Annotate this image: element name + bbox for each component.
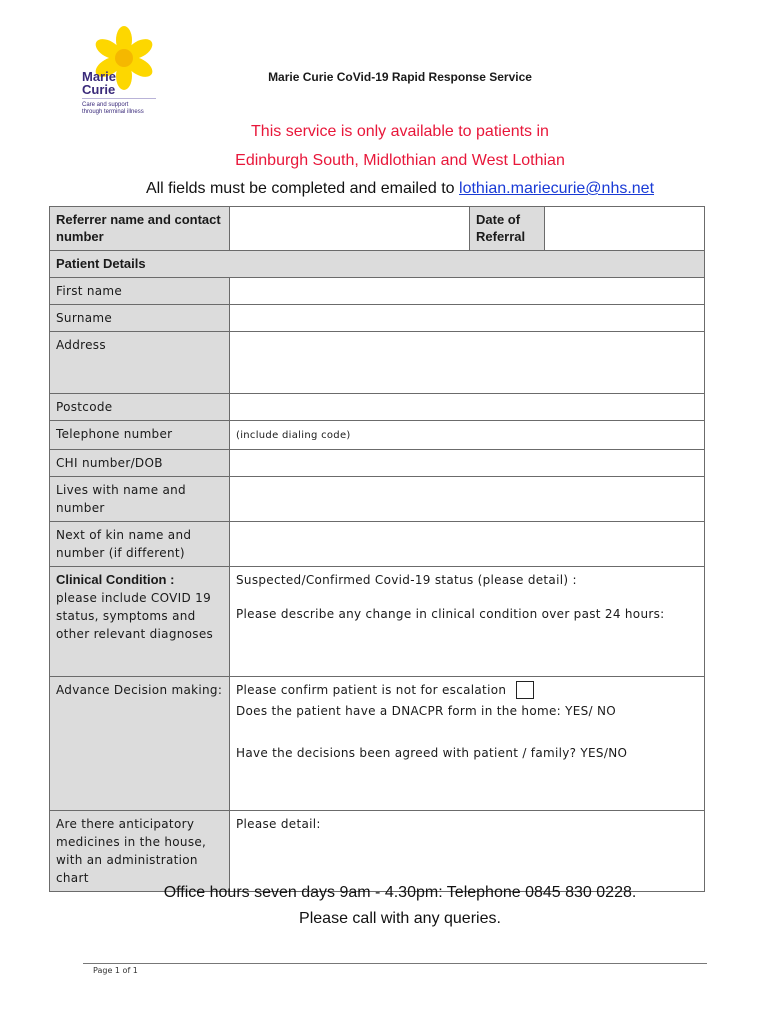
logo-divider (82, 98, 156, 99)
postcode-field[interactable] (230, 394, 705, 421)
anticipatory-detail-prompt: Please detail: (236, 817, 321, 831)
anticipatory-medicines-label: Are there anticipatory medicines in the house, with an administration chart (50, 811, 230, 892)
telephone-field[interactable] (230, 421, 705, 450)
clinical-condition-cell (50, 567, 230, 677)
advance-decision-field (230, 677, 705, 811)
lives-with-field[interactable] (230, 477, 705, 522)
brand-name: Marie Curie (82, 69, 116, 97)
postcode-label: Postcode (50, 394, 230, 421)
submission-instructions (0, 180, 770, 198)
covid-status-prompt: Suspected/Confirmed Covid-19 status (please detail) : (236, 573, 577, 587)
telephone-hint: (include dialing code) (236, 430, 351, 441)
service-area-notice-line2: Edinburgh South, Midlothian and West Lothian (235, 152, 565, 169)
chi-dob-field[interactable] (230, 450, 705, 477)
next-of-kin-field[interactable] (230, 522, 705, 567)
escalation-row (236, 681, 698, 700)
instructions-text: All fields must be completed and emailed to (145, 180, 460, 197)
footer-divider (83, 963, 707, 964)
referrer-field[interactable] (230, 207, 470, 251)
referrer-label: Referrer name and contact number (50, 207, 230, 251)
referral-date-field[interactable] (545, 207, 705, 251)
anticipatory-medicines-field[interactable] (230, 811, 705, 892)
clinical-condition-label: Clinical Condition : (56, 572, 175, 587)
first-name-field[interactable] (230, 278, 705, 305)
telephone-label: Telephone number (50, 421, 230, 450)
service-title: Marie Curie CoVid-19 Rapid Response Service (268, 70, 532, 84)
office-hours: Office hours seven days 9am - 4.30pm: Telephone 0845 830 0228. (163, 884, 637, 901)
next-of-kin-label: Next of kin name and number (if different) (50, 522, 230, 567)
address-field[interactable] (230, 332, 705, 394)
advance-decision-label: Advance Decision making: (50, 677, 230, 811)
surname-label: Surname (50, 305, 230, 332)
referral-date-label: Date of Referral (470, 207, 545, 251)
first-name-label: First name (50, 278, 230, 305)
lives-with-label: Lives with name and number (50, 477, 230, 522)
clinical-change-prompt: Please describe any change in clinical condition over past 24 hours: (236, 607, 665, 621)
chi-dob-label: CHI number/DOB (50, 450, 230, 477)
referral-form (49, 206, 705, 892)
queries-note: Please call with any queries. (299, 910, 501, 927)
email-link[interactable]: lothian.mariecurie@nhs.net (459, 180, 655, 197)
decisions-agreed-prompt: Have the decisions been agreed with patient / family? YES/NO (236, 745, 628, 760)
escalation-checkbox[interactable] (516, 681, 534, 699)
brand-tagline: Care and support through terminal illness (82, 102, 144, 115)
patient-details-heading: Patient Details (50, 251, 705, 278)
clinical-condition-note: please include COVID 19 status, symptoms and other relevant diagnoses (56, 591, 214, 641)
clinical-condition-field[interactable] (230, 567, 705, 677)
dnacpr-prompt: Does the patient have a DNACPR form in the home: YES/ NO (236, 703, 617, 718)
address-label: Address (50, 332, 230, 394)
service-area-notice-line1: This service is only available to patients in (251, 123, 549, 140)
surname-field[interactable] (230, 305, 705, 332)
page-number: Page 1 of 1 (93, 966, 138, 975)
escalation-prompt: Please confirm patient is not for escalation (236, 683, 507, 697)
